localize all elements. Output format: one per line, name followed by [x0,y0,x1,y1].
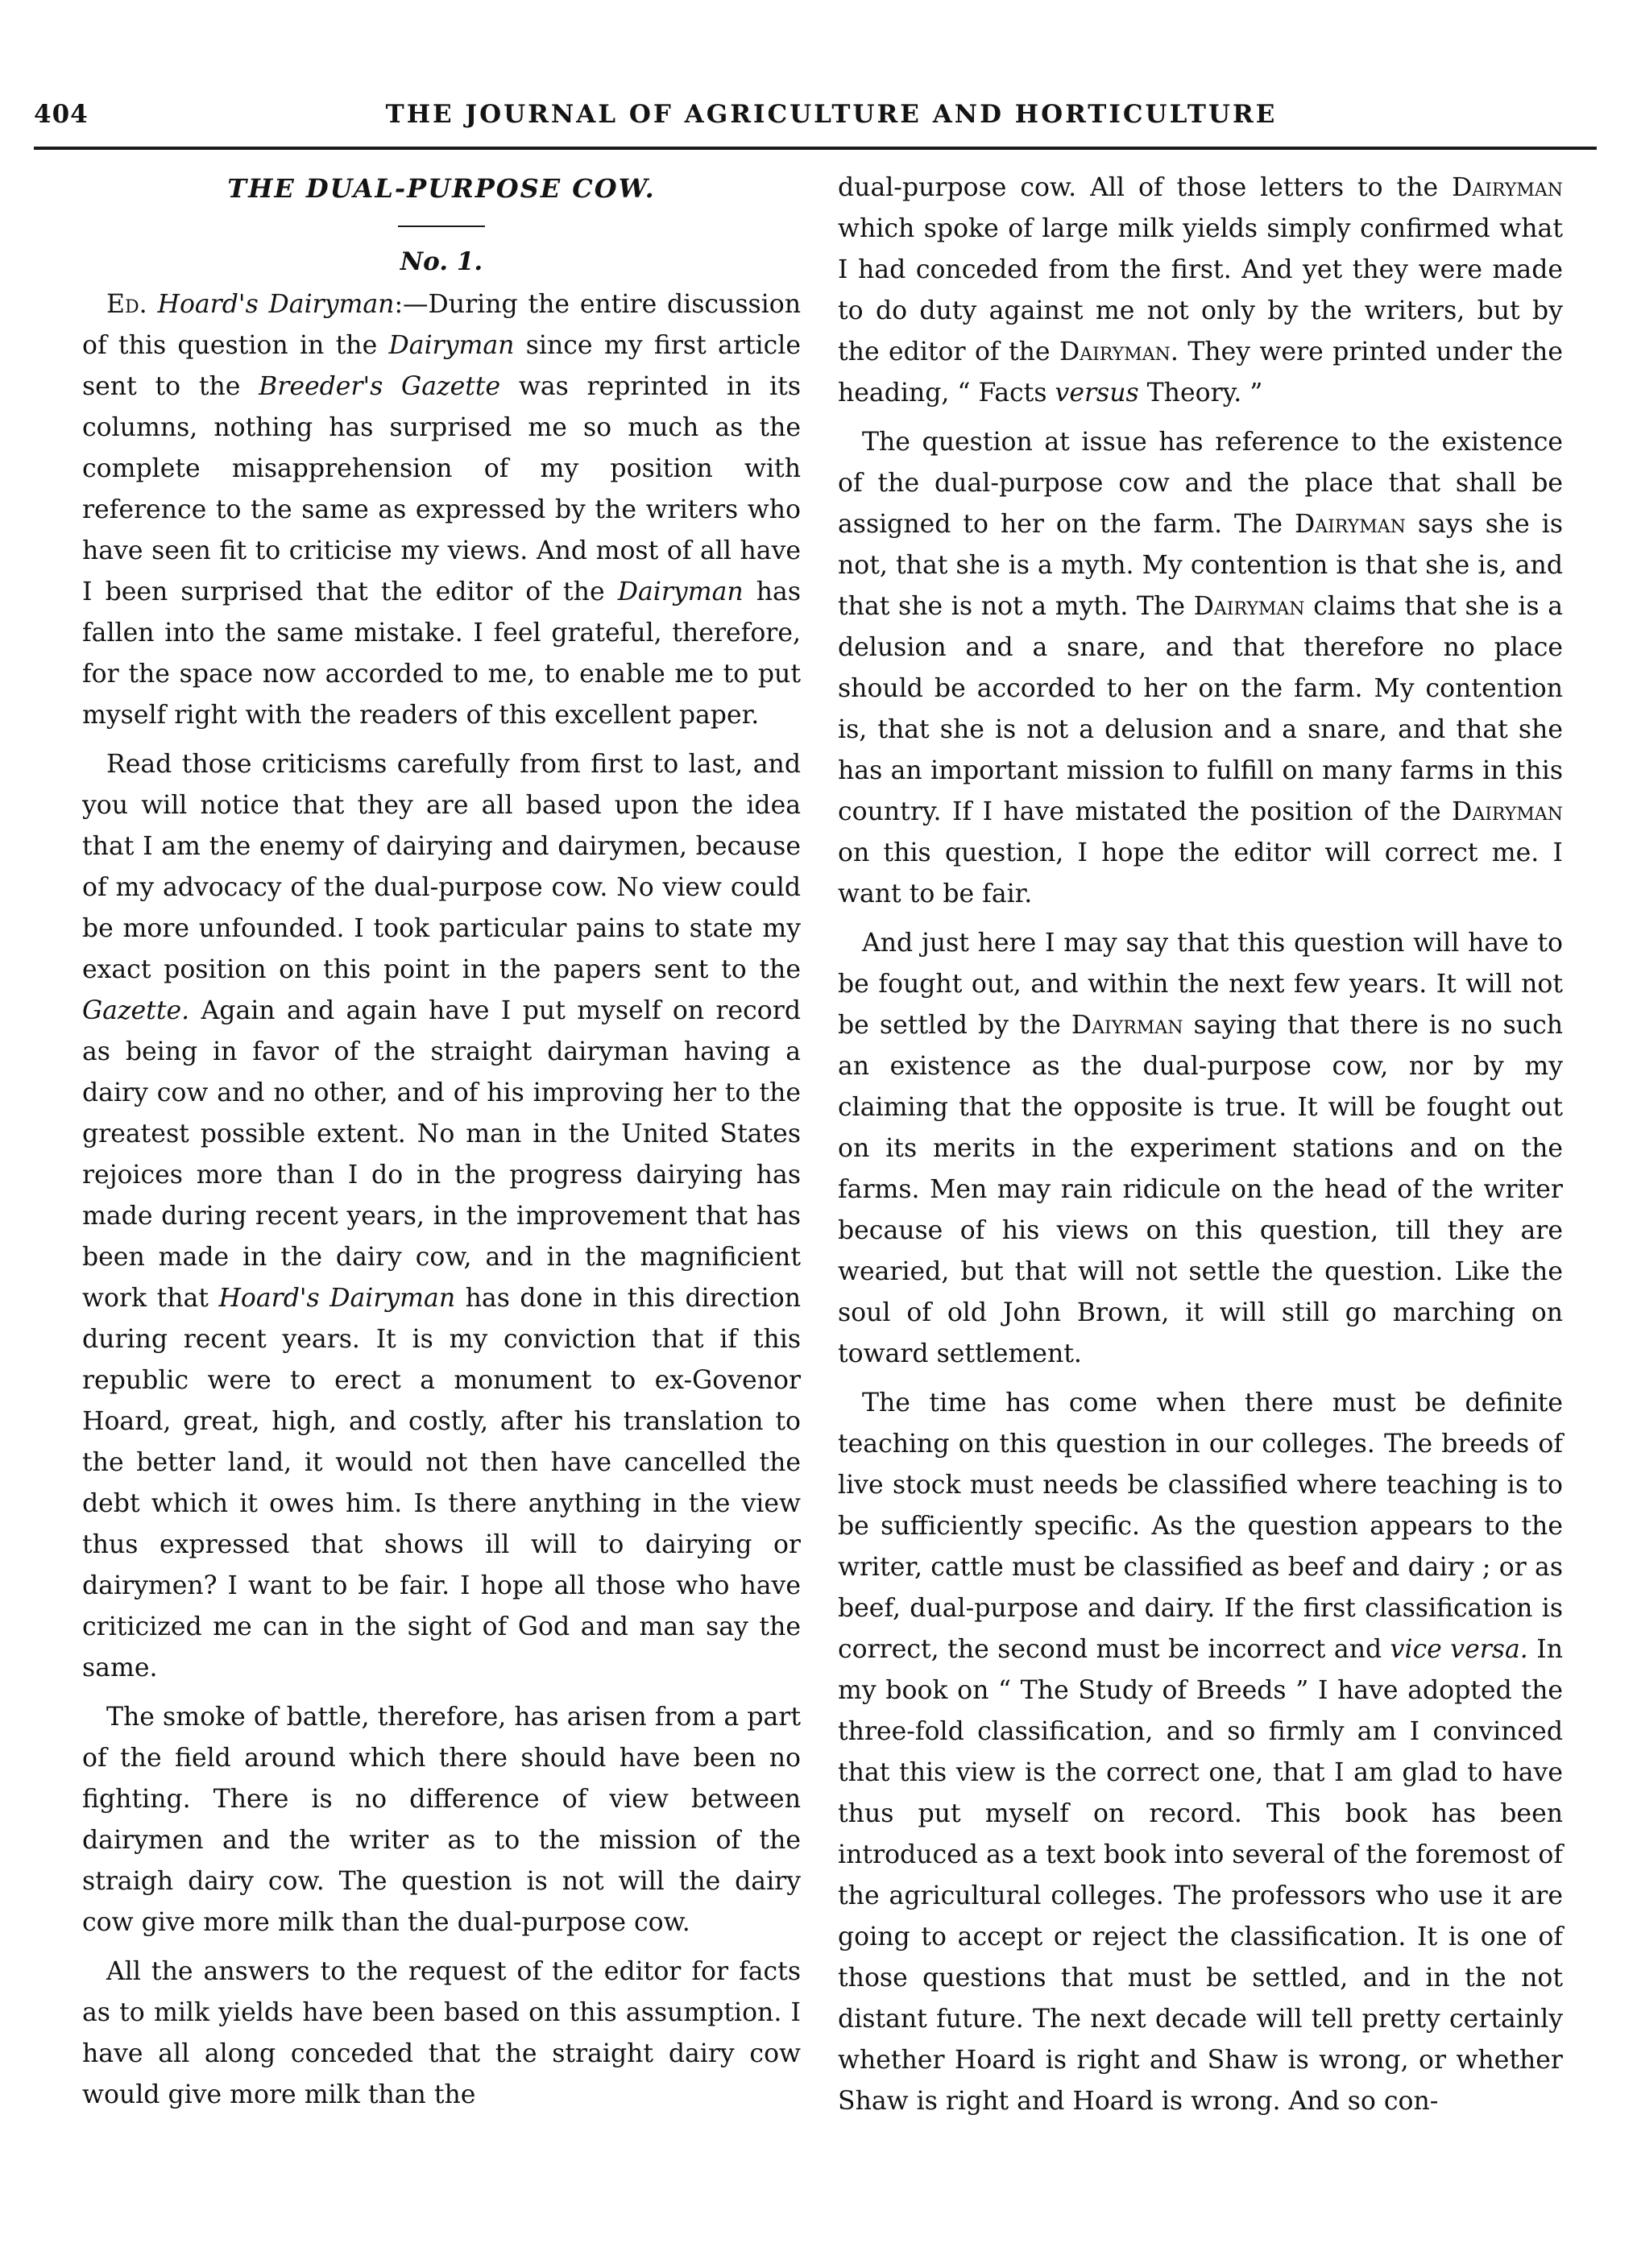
publication-name: Breeder's Gazette [259,372,501,401]
editor-salutation: Ed. [106,290,147,319]
page-header [34,97,1597,142]
publication-name: Dairyman [1294,510,1406,539]
paragraph: dual-purpose cow. All of those letters to the Dairyman which spoke of large milk yields simply confirmed what I had conceded from the first. And yet they were made to do duty against me not only by the writers, but by the editor of the Dairyman. They were printed under the heading, “ Facts versus Theory. ” [838,173,1563,408]
paragraph: The time has come when there must be definite teaching on this question in our colleges. The breeds of live stock must needs be classified where teaching is to be sufficiently specific. As the question appears to the writer, cattle must be classified as beef and dairy ; or as beef, dual-purpose and dairy. If the first classification is correct, the second must be incorrect and vice versa. In my book on “ The Study of Breeds ” I have adopted the three-fold classification, and so firmly am I convinced that this view is the correct one, that I am glad to have thus put myself on record. This book has been introduced as a text book into several of the foremost of the agricultural colleges. The professors who use it are going to accept or reject the classification. It is one of those questions that must be settled, and in the not distant future. The next decade will tell pretty certainly whether Hoard is right and Shaw is wrong, or whether Shaw is right and Hoard is wrong. And so con- [838,1389,1563,2116]
paragraph: The smoke of battle, therefore, has arisen from a part of the field around which there should have been no fighting. There is no difference of view between dairymen and the writer as to the mission of the straigh dairy cow. The question is not will the dairy cow give more milk than the dual-purpose cow. [82,1703,801,1937]
publication-name: Dairyman [1193,592,1305,621]
publication-name: Hoard's Dairyman [157,290,395,319]
title-rule [398,226,485,227]
header-rule [34,147,1597,150]
running-title: THE JOURNAL OF AGRICULTURE AND HORTICULTURE [385,100,1278,129]
paragraph: And just here I may say that this question will have to be fought out, and within the next few years. It will not be settled by the Daiyrman saying that there is no such an existence as the dual-purpose cow, nor by my claiming that the opposite is true. It will be fought out on its merits in the experiment stations and on the farms. Men may rain ridicule on the head of the writer because of his views on this question, till they are wearied, but that will not settle the question. Like the soul of old John Brown, it will still go marching on toward settlement. [838,929,1563,1368]
publication-name: Dairyman [1452,173,1563,202]
article-title: THE DUAL-PURPOSE COW. [227,173,656,204]
paragraph: All the answers to the request of the editor for facts as to milk yields have been based on this assumption. I have all along conceded that the straight dairy cow would give more milk than the [82,1957,801,2109]
publication-name: Hoard's Dairyman [218,1284,456,1313]
left-column [82,168,801,2124]
right-column [838,168,1563,2130]
publication-name: Dairyman. [1059,337,1179,366]
page-number: 404 [34,100,89,129]
article-number: No. 1. [400,247,483,276]
paragraph: Read those criticisms carefully from first to last, and you will notice that they are all based upon the idea that I am the enemy of dairying and dairymen, because of my advocacy of the dual-purpose cow. No view could be more unfounded. I took particular pains to state my exact position on this point in the papers sent to the Gazette. Again and again have I put myself on record as being in favor of the straight dairyman having a dairy cow and no other, and of his improving her to the greatest possible extent. No man in the United States rejoices more than I do in the progress dairying has made during recent years, in the improvement that has been made in the dairy cow, and in the magnificient work that Hoard's Dairyman has done in this direction during recent years. It is my conviction that if this republic were to erect a monument to ex-Govenor Hoard, great, high, and costly, after his translation to the better land, it would not then have cancelled the debt which it owes him. Is there anything in the view thus expressed that shows ill will to dairying or dairymen? I want to be fair. I hope all those who have criticized me can in the sight of God and man say the same. [82,750,802,1682]
publication-name: Dairyman [388,331,515,360]
publication-name: Dairyman [617,577,744,606]
publication-name: Daiyrman [1071,1011,1183,1040]
paragraph: Ed. Hoard's Dairyman:—During the entire discussion of this question in the Dairyman since my first article sent to the Breeder's Gazette was reprinted in its columns, nothing has surprised me so much as the complete misapprehension of my position with reference to the same as expressed by the writers who have seen fit to criticise my views. And most of all have I been surprised that the editor of the Dairyman has fallen into the same mistake. I feel grateful, therefore, for the space now accorded to me, to enable me to put myself right with the readers of this excellent paper. [82,290,802,730]
publication-name: Gazette. [82,996,190,1025]
paragraph: The question at issue has reference to the existence of the dual-purpose cow and the place that shall be assigned to her on the farm. The Dairyman says she is not, that she is a myth. My contention is that she is, and that she is not a myth. The Dairyman claims that she is a delusion and a snare, and that therefore no place should be accorded to her on the farm. My contention is, that she is not a delusion and a snare, and that she has an important mission to fulfill on many farms in this country. If I have mistated the position of the Dairyman on this question, I hope the editor will correct me. I want to be fair. [838,428,1563,908]
publication-name: Dairyman [1452,797,1563,826]
